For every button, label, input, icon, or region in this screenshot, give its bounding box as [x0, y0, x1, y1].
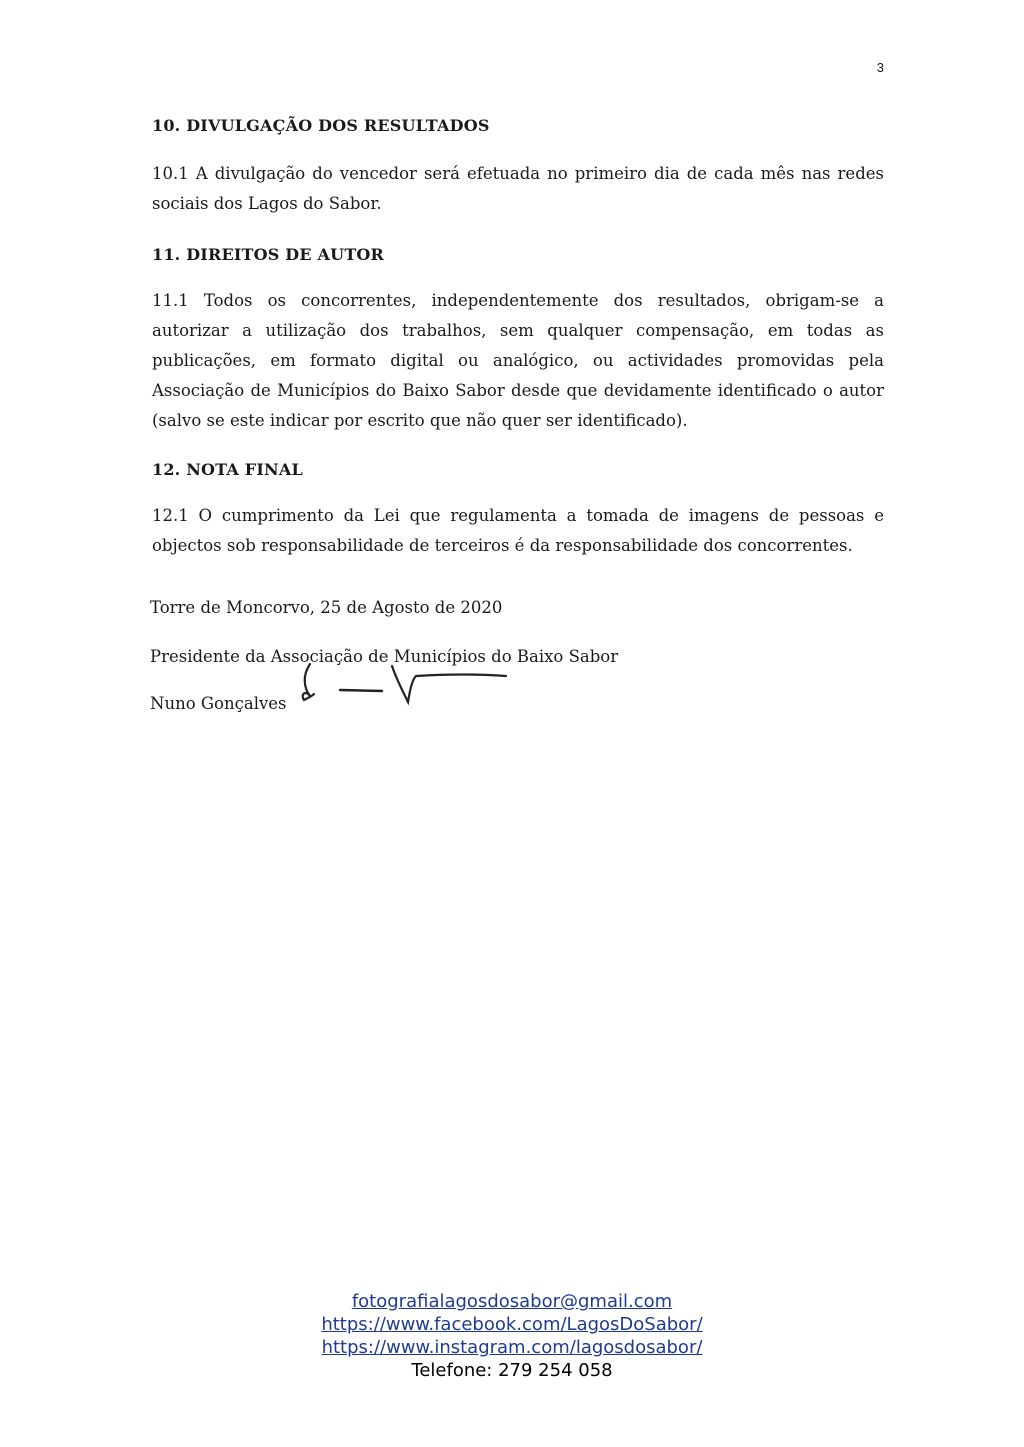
contact-footer — [0, 1290, 1024, 1382]
section-paragraph: 12.1 O cumprimento da Lei que regulamenta a tomada de imagens de pessoas e objectos sob responsabilidade de terceiros é da responsabilidade dos concorrentes. — [152, 506, 884, 555]
section-heading: 10. DIVULGAÇÃO DOS RESULTADOS — [152, 116, 490, 135]
signatory-name: Nuno Gonçalves — [150, 694, 287, 713]
section-paragraph: 11.1 Todos os concorrentes, independentemente dos resultados, obrigam-se a autorizar a utilização dos trabalhos, sem qualquer compensação, em todas as publicações, em formato digital ou analógico, ou actividades promovidas pela Associação de Municípios do Baixo Sabor desde que devidamente identificado o autor (salvo se este indicar por escrito que não quer ser identificado). — [152, 291, 884, 430]
instagram-link[interactable]: https://www.instagram.com/lagosdosabor/ — [321, 1337, 703, 1358]
section-11 — [152, 245, 884, 436]
signatory-role: Presidente da Associação de Municípios do Baixo Sabor — [150, 647, 619, 666]
section-10 — [152, 116, 884, 219]
place-date: Torre de Moncorvo, 25 de Agosto de 2020 — [150, 598, 503, 617]
email-link[interactable]: fotografialagosdosabor@gmail.com — [351, 1291, 673, 1312]
facebook-link[interactable]: https://www.facebook.com/LagosDoSabor/ — [321, 1314, 703, 1335]
page-number: 3 — [876, 60, 884, 75]
phone-number: Telefone: 279 254 058 — [411, 1360, 613, 1381]
section-heading: 11. DIREITOS DE AUTOR — [152, 245, 385, 264]
section-paragraph: 10.1 A divulgação do vencedor será efetuada no primeiro dia de cada mês nas redes sociais dos Lagos do Sabor. — [152, 164, 884, 213]
section-12 — [152, 460, 884, 561]
document-body — [152, 116, 884, 581]
handwritten-signature — [296, 660, 516, 720]
section-heading: 12. NOTA FINAL — [152, 460, 303, 479]
